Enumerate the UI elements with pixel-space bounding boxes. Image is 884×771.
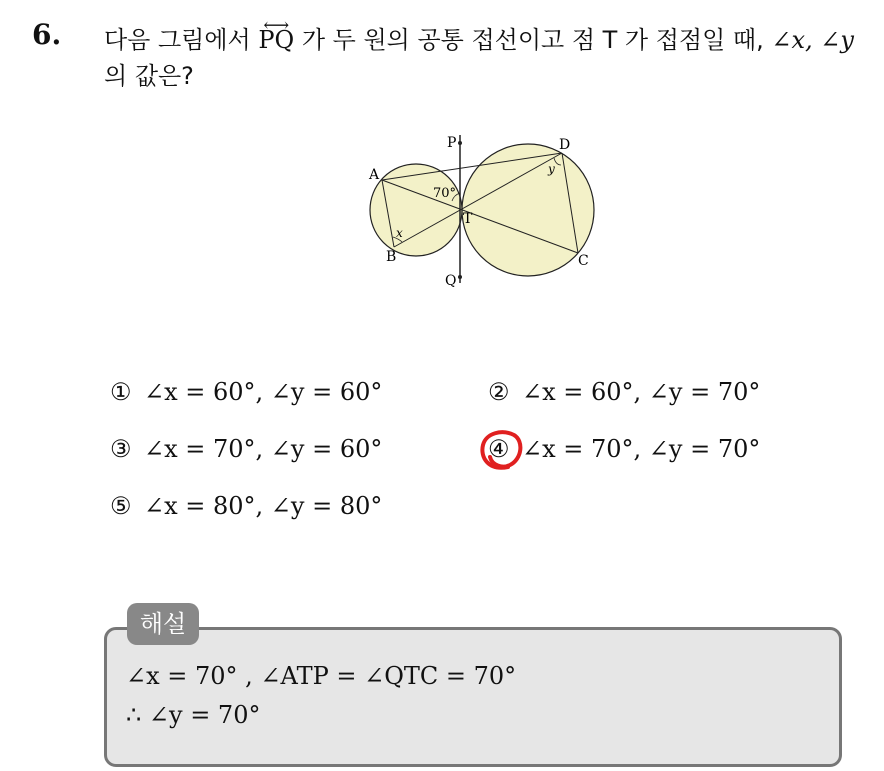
choice-3-text: ∠x = 70°, ∠y = 60° [144, 435, 383, 463]
choice-5-text: ∠x = 80°, ∠y = 80° [144, 492, 383, 520]
label-b: B [386, 249, 397, 265]
choice-2-text: ∠x = 60°, ∠y = 70° [522, 378, 761, 406]
label-a: A [369, 167, 380, 183]
line-pq-label: ⟷ PQ [258, 22, 294, 58]
solution-line-1: ∠x = 70° , ∠ATP = ∠QTC = 70° [126, 662, 517, 690]
right-circle [462, 144, 594, 276]
solution-box [104, 627, 842, 767]
label-p: P [447, 135, 457, 151]
point-q [458, 275, 462, 279]
point-p [458, 141, 462, 145]
question-text-part1: 다음 그림에서 [104, 26, 259, 54]
choice-5[interactable] [110, 492, 382, 520]
solution-tag: 해설 [127, 603, 199, 645]
solution-line-2: ∴ ∠y = 70° [126, 701, 261, 729]
choice-4[interactable] [488, 435, 760, 463]
choice-1-mark: ① [110, 378, 132, 406]
choice-4-text: ∠x = 70°, ∠y = 70° [522, 435, 761, 463]
label-c: C [578, 253, 589, 269]
label-x: x [396, 226, 403, 240]
label-q: Q [445, 273, 457, 289]
label-d: D [559, 137, 571, 153]
two-circles-figure [360, 125, 600, 295]
question-text [104, 22, 864, 94]
choice-2-mark: ② [488, 378, 510, 406]
choice-4-mark: ④ [488, 435, 510, 463]
answer-circle-mark [478, 427, 524, 471]
question-text-line2: 의 값은? [104, 62, 194, 90]
question-number: 6. [32, 18, 62, 51]
question-text-part2: 가 두 원의 공통 접선이고 점 T 가 접점일 때, [294, 26, 772, 54]
question-angles: ∠x, ∠y [771, 26, 854, 54]
choice-1-text: ∠x = 60°, ∠y = 60° [144, 378, 383, 406]
choice-3-mark: ③ [110, 435, 132, 463]
choice-2[interactable] [488, 378, 760, 406]
left-circle [370, 164, 462, 256]
label-y: y [548, 162, 555, 176]
choice-5-mark: ⑤ [110, 492, 132, 520]
choice-3[interactable] [110, 435, 382, 463]
label-t: T [463, 211, 473, 227]
choice-1[interactable] [110, 378, 382, 406]
label-70-degrees: 70° [433, 186, 457, 201]
